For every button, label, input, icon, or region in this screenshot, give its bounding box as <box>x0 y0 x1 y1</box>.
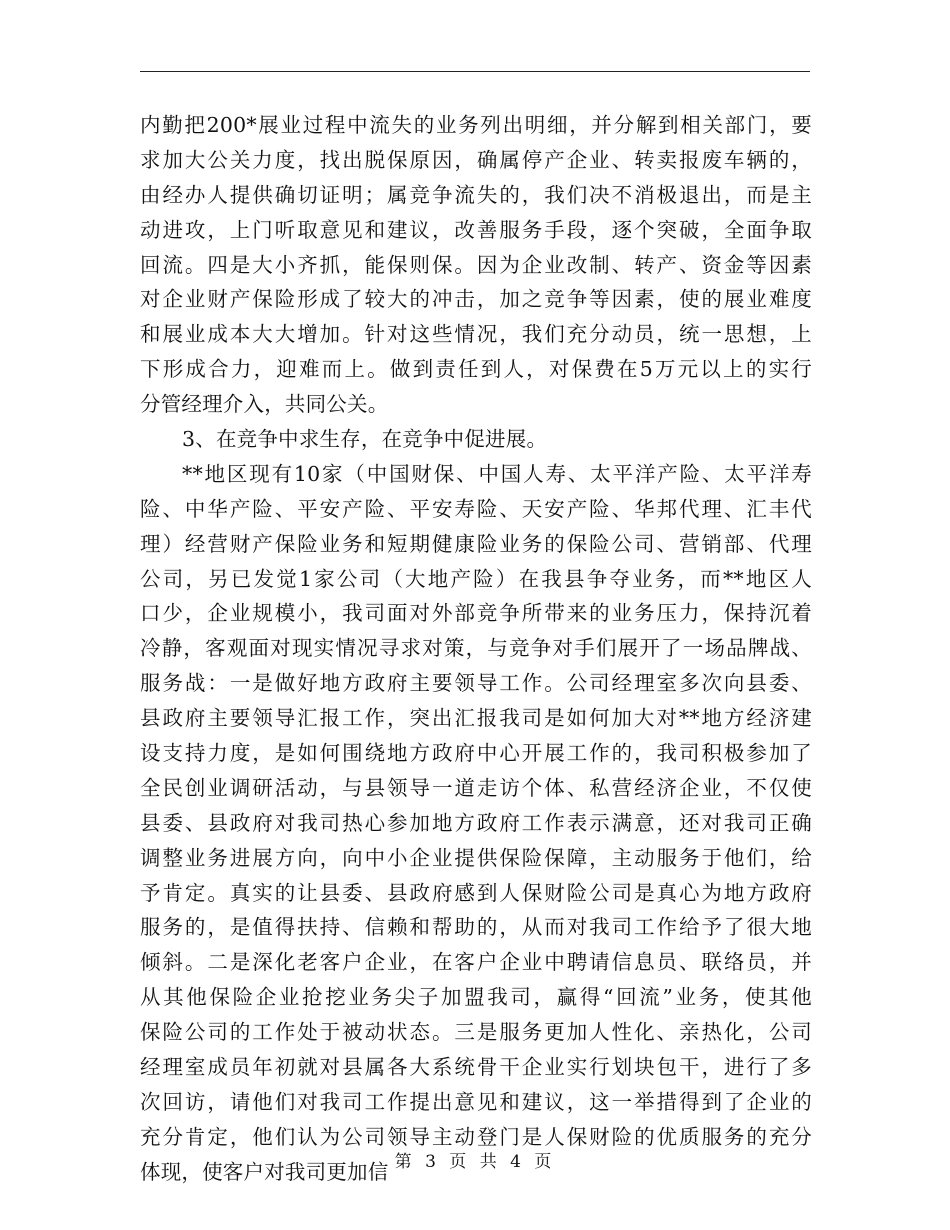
text-line: 从其他保险企业抢挖业务尖子加盟我司，赢得“回流”业务，使其他 <box>140 985 812 1010</box>
text-line: 充分肯定，他们认为公司领导主动登门是人保财险的优质服务的充分 <box>140 1124 812 1149</box>
document-body <box>140 108 812 1190</box>
text-line: 县政府主要领导汇报工作，突出汇报我司是如何加大对**地方经济建 <box>140 706 812 731</box>
text-line: 3、在竞争中求生存，在竞争中促进展。 <box>182 427 548 452</box>
text-line: 回流。四是大小齐抓，能保则保。因为企业改制、转产、资金等因素 <box>140 252 812 277</box>
text-line: 分管经理介入，共同公关。 <box>140 392 389 417</box>
text-line: 全民创业调研活动，与县领导一道走访个体、私营经济企业，不仅使 <box>140 775 812 800</box>
text-line: 求加大公关力度，找出脱保原因，确属停产企业、转卖报废车辆的， <box>140 147 812 172</box>
text-line: 调整业务进展方向，向中小企业提供保险保障，主动服务于他们，给 <box>140 845 812 870</box>
text-line: 公司，另已发觉1家公司（大地产险）在我县争夺业务，而**地区人 <box>140 566 812 591</box>
text-line: 冷静，客观面对现实情况寻求对策，与竞争对手们展开了一场品牌战、 <box>140 636 812 661</box>
paragraph <box>140 457 812 1190</box>
text-line: 理）经营财产保险业务和短期健康险业务的保险公司、营销部、代理 <box>140 531 812 556</box>
text-line: 经理室成员年初就对县属各大系统骨干企业实行划块包干，进行了多 <box>140 1055 812 1080</box>
text-line: 县委、县政府对我司热心参加地方政府工作表示满意，还对我司正确 <box>140 810 812 835</box>
text-line: 由经办人提供确切证明；属竞争流失的，我们决不消极退出，而是主 <box>140 182 812 207</box>
text-line: 和展业成本大大增加。针对这些情况，我们充分动员，统一思想，上 <box>140 322 812 347</box>
text-line: **地区现有10家（中国财保、中国人寿、太平洋产险、太平洋寿 <box>182 461 812 486</box>
header-rule <box>140 71 810 72</box>
page-footer: 第 3 页 共 4 页 <box>394 1152 556 1172</box>
text-line: 对企业财产保险形成了较大的冲击，加之竞争等因素，使的展业难度 <box>140 287 812 312</box>
text-line: 服务的，是值得扶持、信赖和帮助的，从而对我司工作给予了很大地 <box>140 915 812 940</box>
paragraph <box>140 422 812 457</box>
text-line: 体现，使客户对我司更加信 <box>140 1159 389 1184</box>
text-line: 倾斜。二是深化老客户企业，在客户企业中聘请信息员、联络员，并 <box>140 950 812 975</box>
text-line: 险、中华产险、平安产险、平安寿险、天安产险、华邦代理、汇丰代 <box>140 496 812 521</box>
text-line: 予肯定。真实的让县委、县政府感到人保财险公司是真心为地方政府 <box>140 880 812 905</box>
text-line: 内勤把200*展业过程中流失的业务列出明细，并分解到相关部门，要 <box>140 113 812 137</box>
text-line: 次回访，请他们对我司工作提出意见和建议，这一举措得到了企业的 <box>140 1089 812 1114</box>
text-line: 保险公司的工作处于被动状态。三是服务更加人性化、亲热化，公司 <box>140 1020 812 1045</box>
text-line: 服务战：一是做好地方政府主要领导工作。公司经理室多次向县委、 <box>140 671 812 696</box>
text-line: 动进攻，上门听取意见和建议，改善服务手段，逐个突破，全面争取 <box>140 217 812 242</box>
text-line: 设支持力度，是如何围绕地方政府中心开展工作的，我司积极参加了 <box>140 741 812 766</box>
paragraph <box>140 108 812 422</box>
text-line: 下形成合力，迎难而上。做到责任到人，对保费在5万元以上的实行 <box>140 357 812 382</box>
text-line: 口少，企业规模小，我司面对外部竞争所带来的业务压力，保持沉着 <box>140 601 812 626</box>
